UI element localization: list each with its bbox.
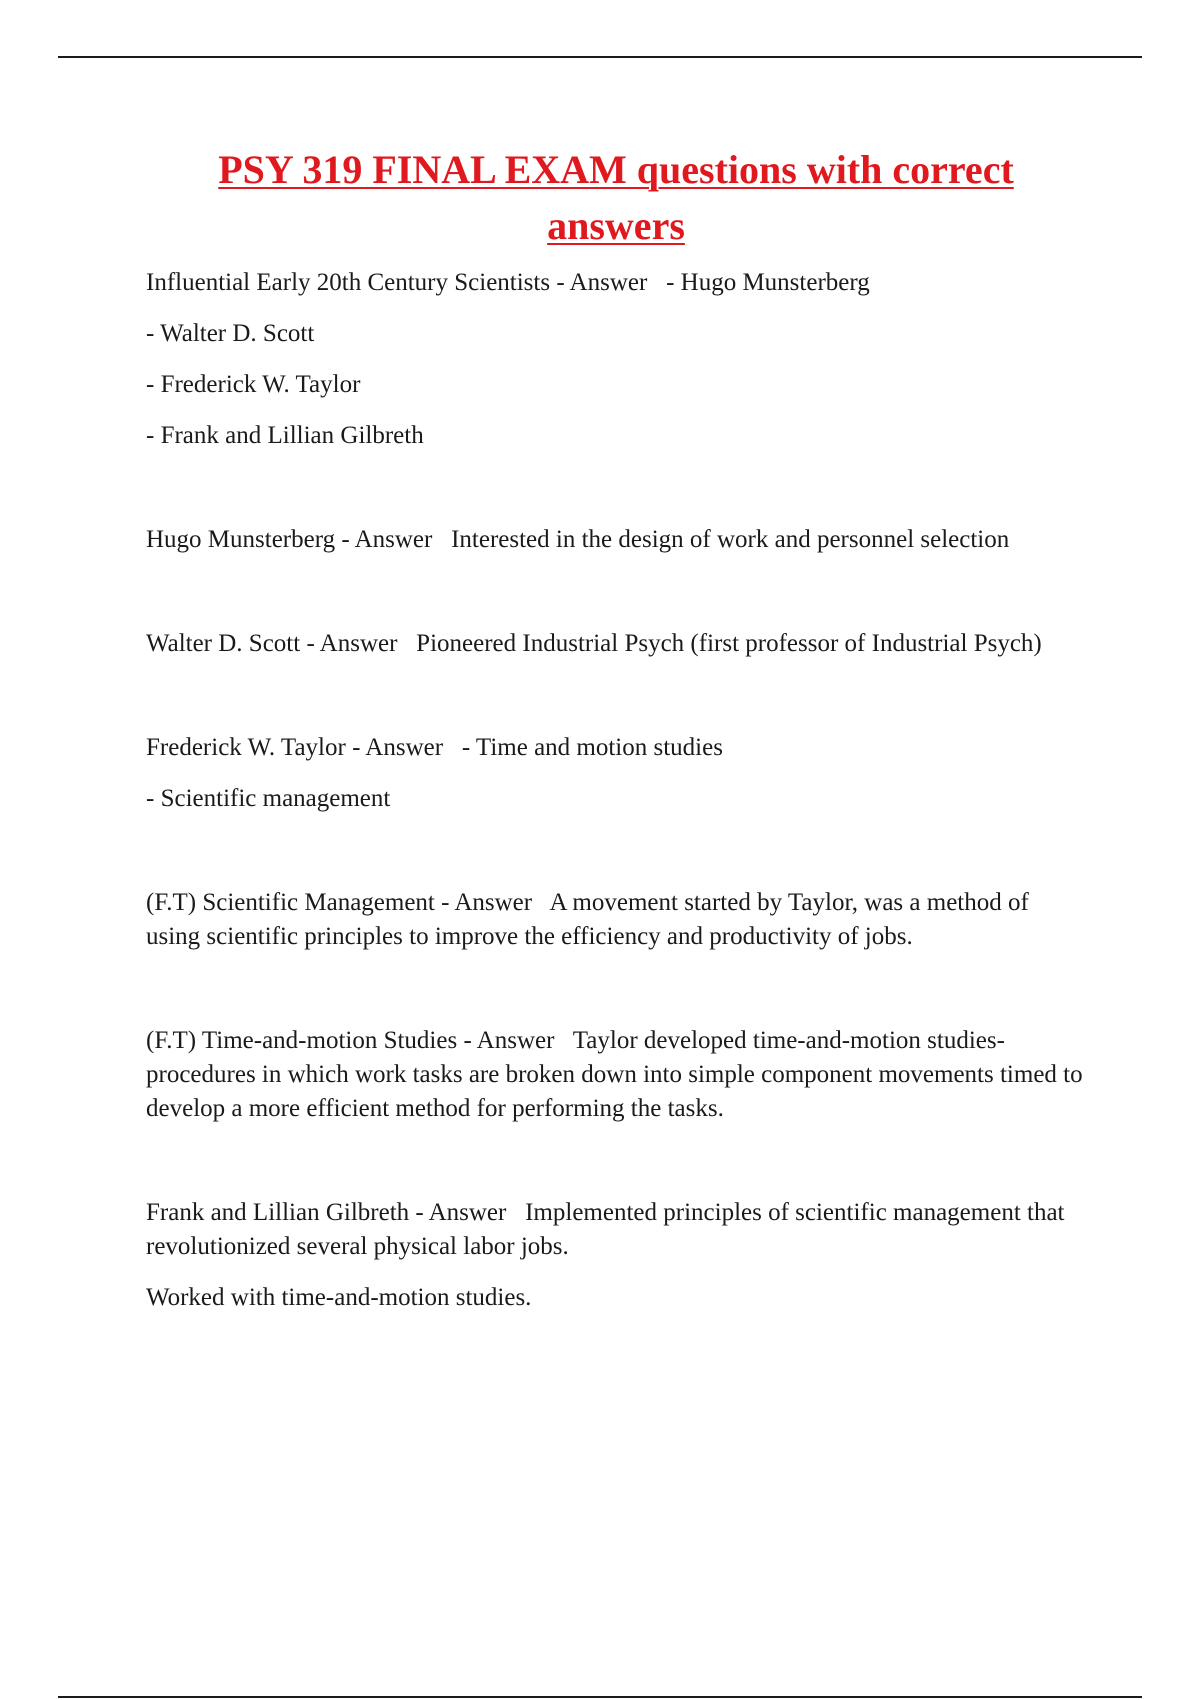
- qa-question-line: (F.T) Time-and-motion Studies - Answer Taylor developed time-and-motion studies- procedures in which work tasks are broken down into simple component movements timed to develop a more efficient method for performing the tasks.: [146, 1027, 1083, 1122]
- qa-term: Hugo Munsterberg: [146, 526, 336, 553]
- qa-answer-label: Answer: [365, 734, 444, 761]
- qa-answer-line: - Walter D. Scott: [146, 320, 315, 347]
- qa-question-line: Frank and Lillian Gilbreth - Answer Implemented principles of scientific management that revolutionized several physical labor jobs.: [146, 1199, 1065, 1260]
- qa-answer-label: Answer: [476, 1027, 555, 1054]
- qa-answer-line: - Frederick W. Taylor: [146, 371, 361, 398]
- qa-term: Walter D. Scott: [146, 630, 301, 657]
- qa-answer-text: Pioneered Industrial Psych (first professor of Industrial Psych): [416, 630, 1042, 657]
- qa-question-line: (F.T) Scientific Management - Answer A movement started by Taylor, was a method of using scientific principles to improve the efficiency and productivity of jobs.: [146, 889, 1029, 950]
- qa-answer-line: - Scientific management: [146, 785, 391, 812]
- qa-answer-text: - Hugo Munsterberg: [666, 269, 870, 296]
- qa-entry: [146, 731, 1086, 816]
- qa-answer-text: Interested in the design of work and personnel selection: [451, 526, 1010, 553]
- qa-answer-line: - Frank and Lillian Gilbreth: [146, 422, 424, 449]
- qa-term: (F.T) Time-and-motion Studies: [146, 1027, 458, 1054]
- qa-answer-label: Answer: [569, 269, 648, 296]
- qa-answer-label: Answer: [428, 1199, 507, 1226]
- qa-entry: [146, 886, 1086, 954]
- document-page: [146, 142, 1086, 1315]
- qa-term: Frank and Lillian Gilbreth: [146, 1199, 410, 1226]
- qa-entry: [146, 1024, 1086, 1126]
- qa-answer-line: Worked with time-and-motion studies.: [146, 1284, 532, 1311]
- qa-term: Influential Early 20th Century Scientists: [146, 269, 551, 296]
- qa-answer-label: Answer: [354, 526, 433, 553]
- qa-entry: [146, 627, 1086, 661]
- qa-term: (F.T) Scientific Management: [146, 889, 435, 916]
- qa-answer-text: Implemented principles of scientific management that revolutionized several physical labor jobs.: [146, 1199, 1065, 1260]
- qa-question-line: Influential Early 20th Century Scientists - Answer - Hugo Munsterberg: [146, 269, 870, 296]
- qa-answer-label: Answer: [454, 889, 533, 916]
- qa-answer-text: Taylor developed time-and-motion studies- procedures in which work tasks are broken down into simple component movements timed to develop a more efficient method for performing the tasks.: [146, 1027, 1083, 1122]
- top-rule: [58, 56, 1142, 58]
- qa-entry: [146, 523, 1086, 557]
- qa-question-line: Frederick W. Taylor - Answer - Time and motion studies: [146, 734, 723, 761]
- bottom-rule: [58, 1696, 1142, 1698]
- qa-term: Frederick W. Taylor: [146, 734, 346, 761]
- qa-question-line: Hugo Munsterberg - Answer Interested in the design of work and personnel selection: [146, 526, 1010, 553]
- qa-entry: [146, 1196, 1086, 1315]
- qa-question-line: Walter D. Scott - Answer Pioneered Industrial Psych (first professor of Industrial Psych): [146, 630, 1042, 657]
- qa-entry: [146, 266, 1086, 453]
- qa-answer-text: A movement started by Taylor, was a method of using scientific principles to improve the efficiency and productivity of jobs.: [146, 889, 1029, 950]
- qa-answer-text: - Time and motion studies: [461, 734, 723, 761]
- qa-answer-label: Answer: [319, 630, 398, 657]
- document-title: PSY 319 FINAL EXAM questions with correct answers: [218, 147, 1014, 248]
